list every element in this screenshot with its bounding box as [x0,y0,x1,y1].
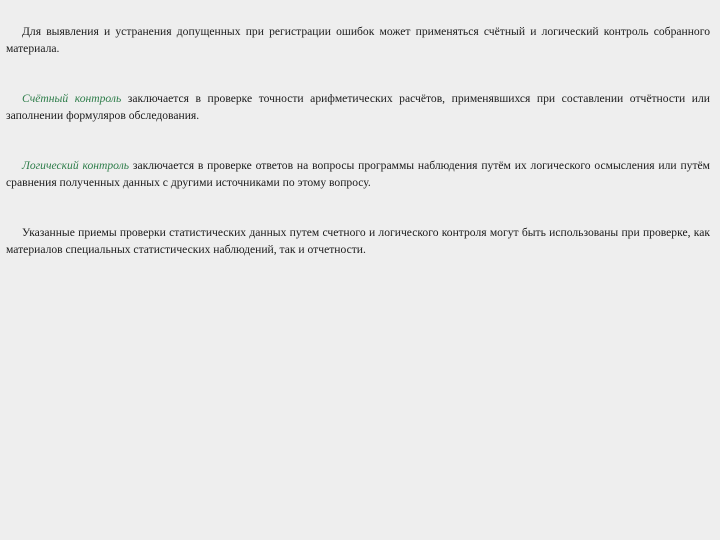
paragraph-arithmetic-control-text: заключается в проверке точности арифметических расчётов, применявшихся при составлении отчётности или заполнении формуляров обследования. [6,92,710,122]
paragraph-conclusion-text: Указанные приемы проверки статистических данных путем счетного и логического контроля могут быть использованы при проверке, как материалов специальных статистических наблюдений, так и отчетности. [6,226,710,256]
term-logical-control: Логический контроль [22,159,130,172]
paragraph-conclusion [6,224,710,258]
paragraph-intro [6,23,710,57]
paragraph-logical-control-text: заключается в проверке ответов на вопросы программы наблюдения путём их логического осмысления или путём сравнения полученных данных с другими источниками по этому вопросу. [6,159,711,189]
paragraph-intro-text: Для выявления и устранения допущенных при регистрации ошибок может применяться счётный и логический контроль собранного материала. [6,25,710,55]
paragraph-arithmetic-control [6,90,710,124]
paragraph-logical-control [6,157,710,191]
term-arithmetic-control: Счётный контроль [22,92,122,105]
